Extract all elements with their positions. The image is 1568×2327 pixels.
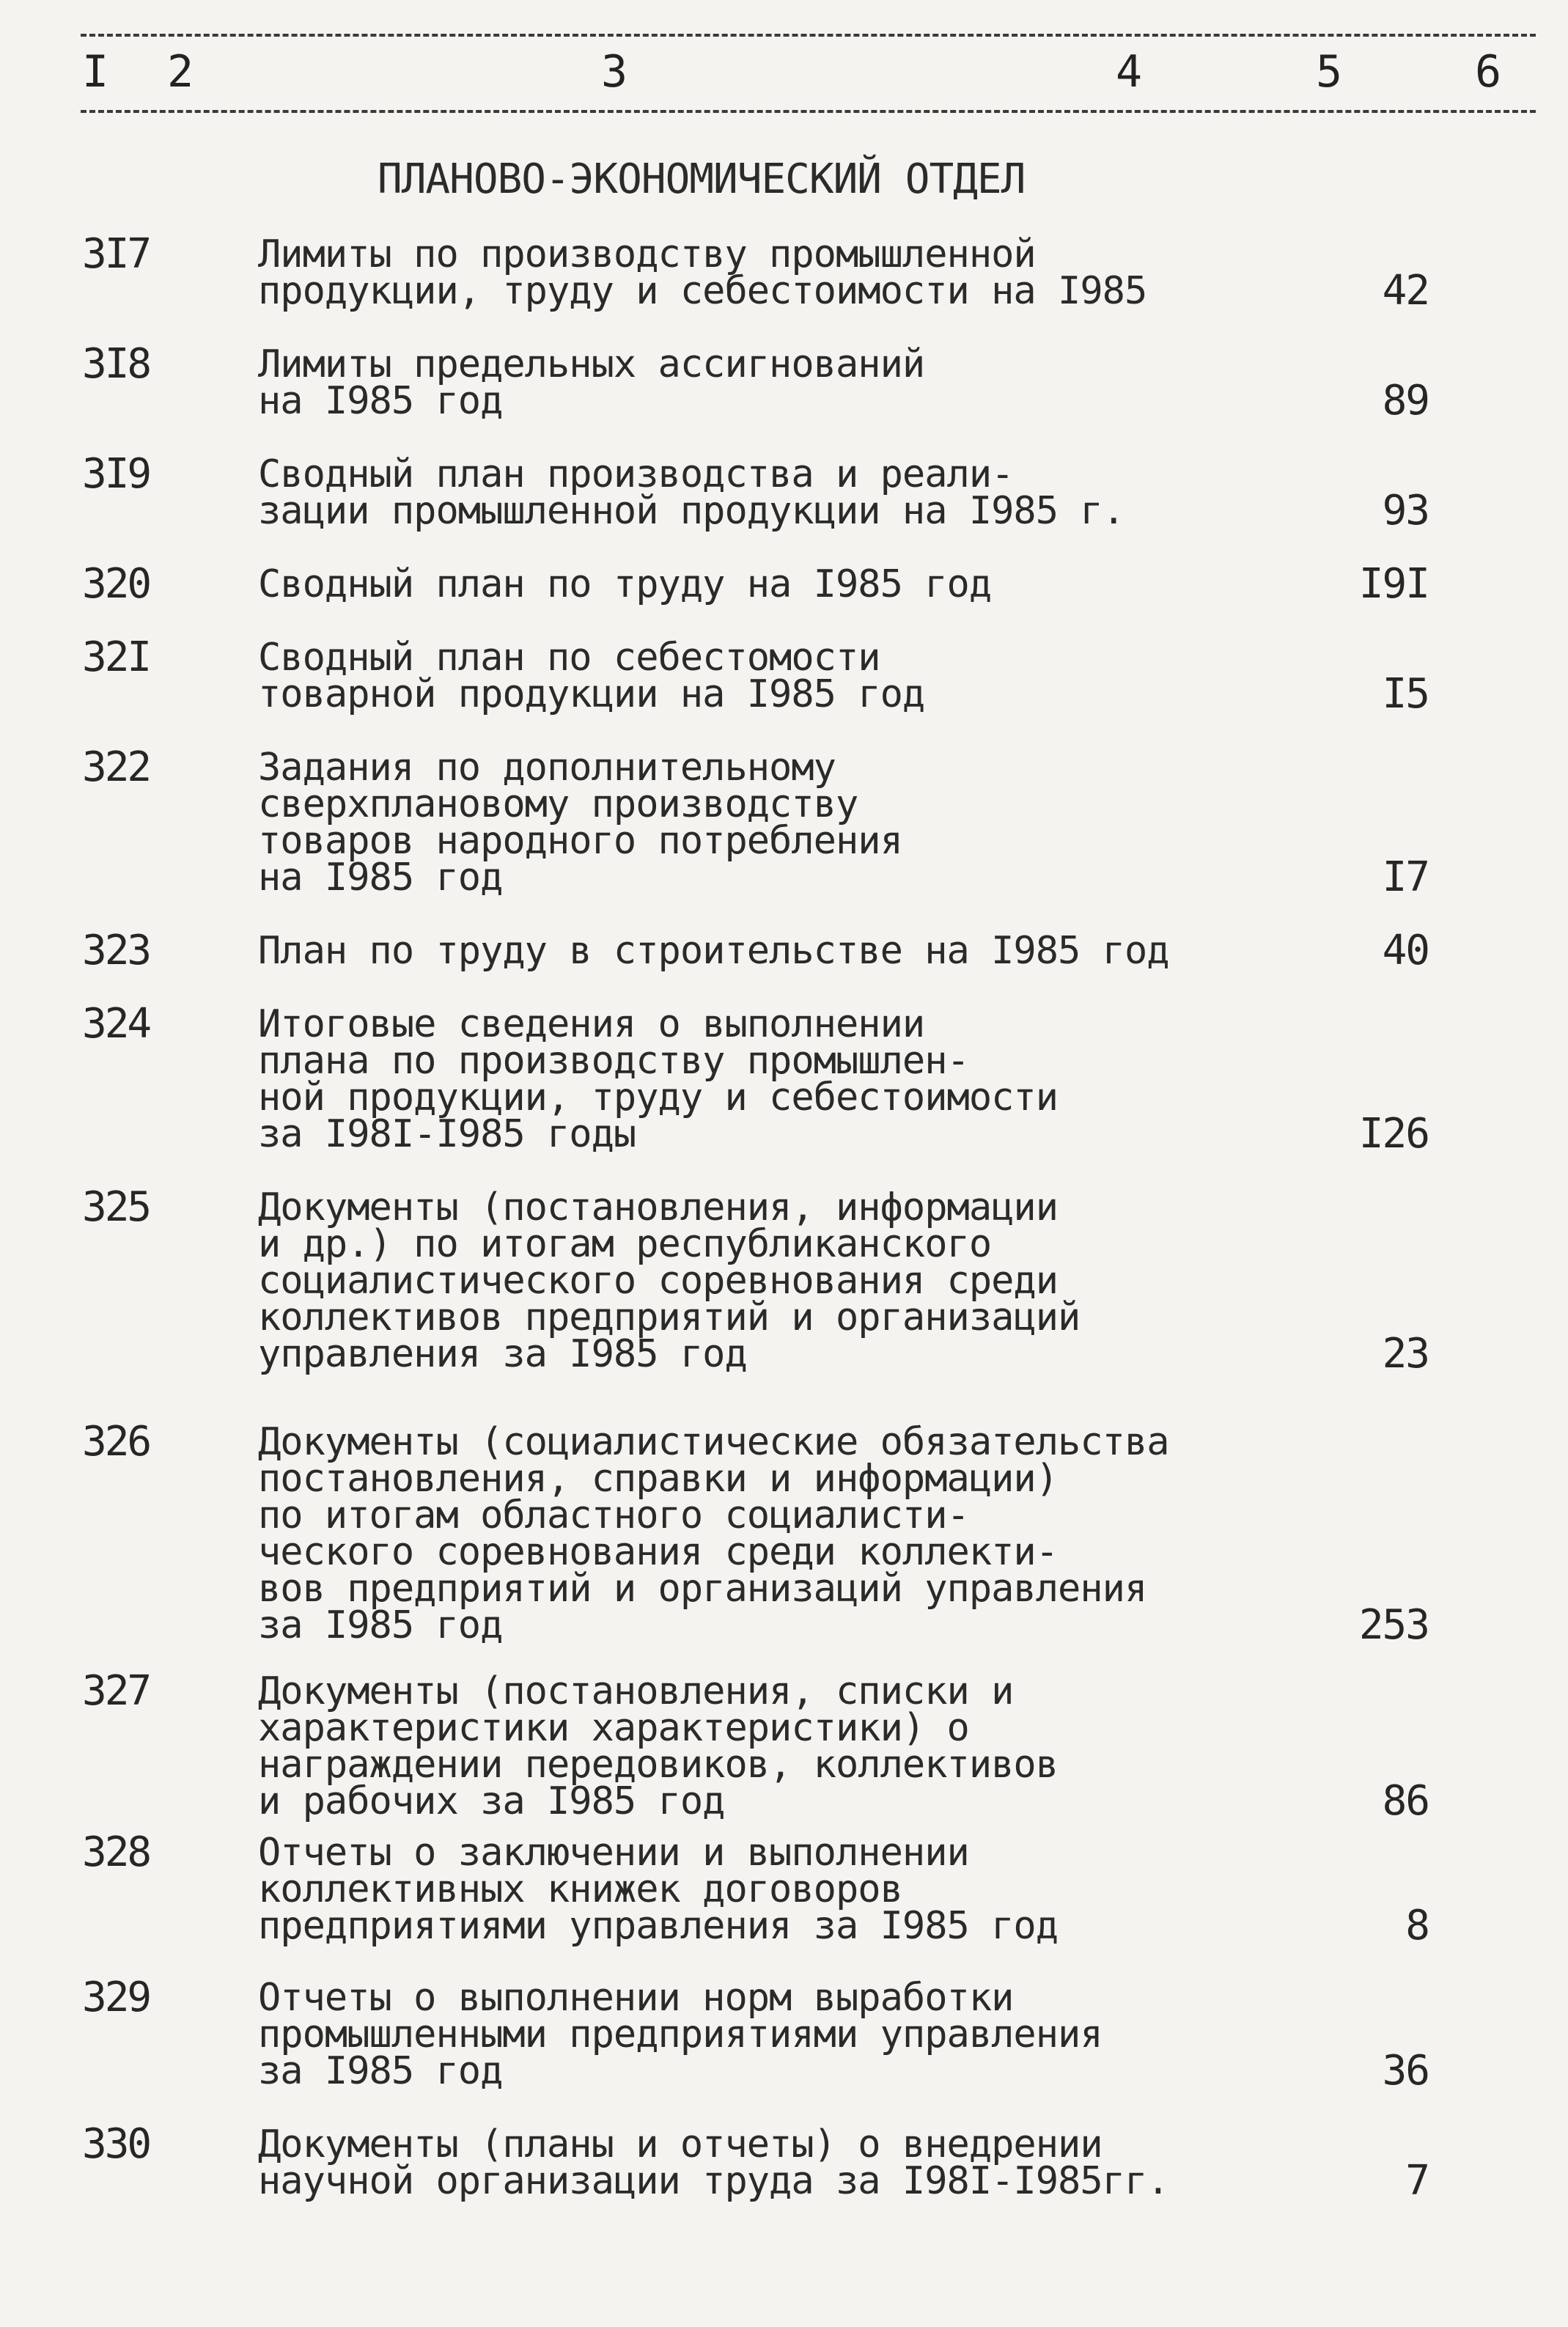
entry-description-line: научной организации труда за I98I-I985гг. — [258, 2159, 1169, 2203]
entry-page-count: 36 — [1382, 2047, 1429, 2095]
entry-page-count: 8 — [1405, 1902, 1429, 1949]
entry-description-line: характеристики характеристики) о — [258, 1706, 969, 1750]
entry-description — [258, 1669, 1270, 1823]
entry-page-count: 42 — [1382, 267, 1429, 315]
entry-number: 320 — [82, 560, 150, 608]
column-number-2: 2 — [167, 46, 194, 98]
entry-description — [258, 342, 1270, 423]
entry-description-line: Документы (планы и отчеты) о внедрении — [258, 2122, 1103, 2166]
entry-number: 324 — [82, 1000, 150, 1048]
entry-number: 32I — [82, 633, 150, 681]
entry-description — [258, 562, 1270, 606]
entry-number: 325 — [82, 1183, 150, 1231]
entry-description — [258, 1002, 1270, 1156]
entry-page-count: 86 — [1382, 1777, 1429, 1825]
entry-description — [258, 636, 1270, 716]
entry-description-line: продукции, труду и себестоимости на I985 — [258, 269, 1147, 313]
entry-description — [258, 746, 1270, 900]
entry-description-line: коллективных книжек договоров — [258, 1867, 902, 1911]
entry-page-count: I9I — [1358, 560, 1429, 608]
entry-description-line: Сводный план по себестомости — [258, 636, 880, 680]
entry-description-line: сверхплановому производству — [258, 782, 858, 826]
entry-number: 3I7 — [82, 230, 150, 278]
header-bottom-rule — [81, 110, 1536, 113]
entry-description-line: на I985 год — [258, 856, 503, 900]
entry-description-line: управления за I985 год — [258, 1332, 747, 1376]
entry-number: 322 — [82, 743, 150, 791]
entry-number: 3I9 — [82, 450, 150, 498]
entry-description-line: на I985 год — [258, 379, 503, 423]
entry-number: 327 — [82, 1667, 150, 1715]
entry-description-line: за I985 год — [258, 1603, 503, 1647]
entry-description — [258, 1420, 1270, 1647]
entry-page-count: I7 — [1382, 853, 1429, 901]
entry-page-count: I26 — [1358, 1110, 1429, 1158]
entry-description-line: товарной продукции на I985 год — [258, 672, 925, 716]
entry-description-line: Задания по дополнительному — [258, 746, 836, 790]
entry-description-line: вов предприятий и организаций управления — [258, 1567, 1147, 1611]
entry-description-line: Отчеты о заключении и выполнении — [258, 1831, 969, 1875]
entry-page-count: 7 — [1405, 2157, 1429, 2205]
entry-description-line: товаров народного потребления — [258, 819, 902, 863]
entry-description-line: Документы (постановления, списки и — [258, 1669, 1014, 1713]
entry-number: 328 — [82, 1828, 150, 1876]
column-number-1: I — [82, 46, 109, 98]
entry-description-line: по итогам областного социалисти- — [258, 1493, 969, 1537]
entry-description-line: Итоговые сведения о выполнении — [258, 1002, 925, 1046]
section-title: ПЛАНОВО-ЭКОНОМИЧЕСКИЙ ОТДЕЛ — [378, 155, 1026, 203]
entry-number: 329 — [82, 1974, 150, 2021]
entry-description-line: План по труду в строительстве на I985 год — [258, 929, 1169, 973]
entry-page-count: 89 — [1382, 377, 1429, 424]
entry-number: 330 — [82, 2120, 150, 2168]
entry-description — [258, 1976, 1270, 2093]
entry-number: 323 — [82, 927, 150, 974]
entry-description-line: зации промышленной продукции на I985 г. — [258, 489, 1125, 533]
entry-description — [258, 929, 1270, 973]
entry-description-line: промышленными предприятиями управления — [258, 2012, 1103, 2056]
entry-description-line: Лимиты предельных ассигнований — [258, 342, 925, 386]
entry-description-line: за I985 год — [258, 2049, 503, 2093]
column-number-4: 4 — [1116, 46, 1143, 98]
entry-description — [258, 232, 1270, 313]
entry-page-count: 93 — [1382, 487, 1429, 534]
entry-description-line: предприятиями управления за I985 год — [258, 1904, 1059, 1948]
entry-description-line: Лимиты по производству промышленной — [258, 232, 1036, 276]
entry-page-count: 253 — [1358, 1601, 1429, 1649]
entry-description-line: Документы (постановления, информации — [258, 1185, 1059, 1229]
entry-description-line: постановления, справки и информации) — [258, 1457, 1059, 1501]
entry-description-line: плана по производству промышлен- — [258, 1039, 969, 1083]
entry-description — [258, 1831, 1270, 1948]
entry-description-line: ной продукции, труду и себестоимости — [258, 1076, 1059, 1120]
column-number-6: 6 — [1475, 46, 1502, 98]
entry-description-line: Документы (социалистические обязательства — [258, 1420, 1169, 1464]
entry-description-line: и др.) по итогам республиканского — [258, 1222, 992, 1266]
entry-description-line: коллективов предприятий и организаций — [258, 1295, 1081, 1339]
entry-number: 3I8 — [82, 340, 150, 388]
column-number-3: 3 — [601, 46, 628, 98]
entry-number: 326 — [82, 1418, 150, 1466]
entry-description-line: и рабочих за I985 год — [258, 1779, 725, 1823]
entry-description-line: ческого соревнования среди коллекти- — [258, 1530, 1059, 1574]
entry-description-line: Сводный план по труду на I985 год — [258, 562, 992, 606]
entry-description-line: награждении передовиков, коллективов — [258, 1743, 1059, 1787]
entry-description — [258, 452, 1270, 533]
entry-description-line: Сводный план производства и реали- — [258, 452, 1014, 496]
entry-page-count: I5 — [1382, 670, 1429, 718]
entry-page-count: 23 — [1382, 1330, 1429, 1378]
header-top-rule — [81, 34, 1536, 37]
entry-description-line: за I98I-I985 годы — [258, 1112, 636, 1156]
entry-description — [258, 1185, 1270, 1376]
entry-description — [258, 2122, 1270, 2203]
entry-page-count: 40 — [1382, 927, 1429, 974]
entry-description-line: Отчеты о выполнении норм выработки — [258, 1976, 1014, 2020]
entry-description-line: социалистического соревнования среди — [258, 1259, 1059, 1303]
column-number-5: 5 — [1316, 46, 1343, 98]
